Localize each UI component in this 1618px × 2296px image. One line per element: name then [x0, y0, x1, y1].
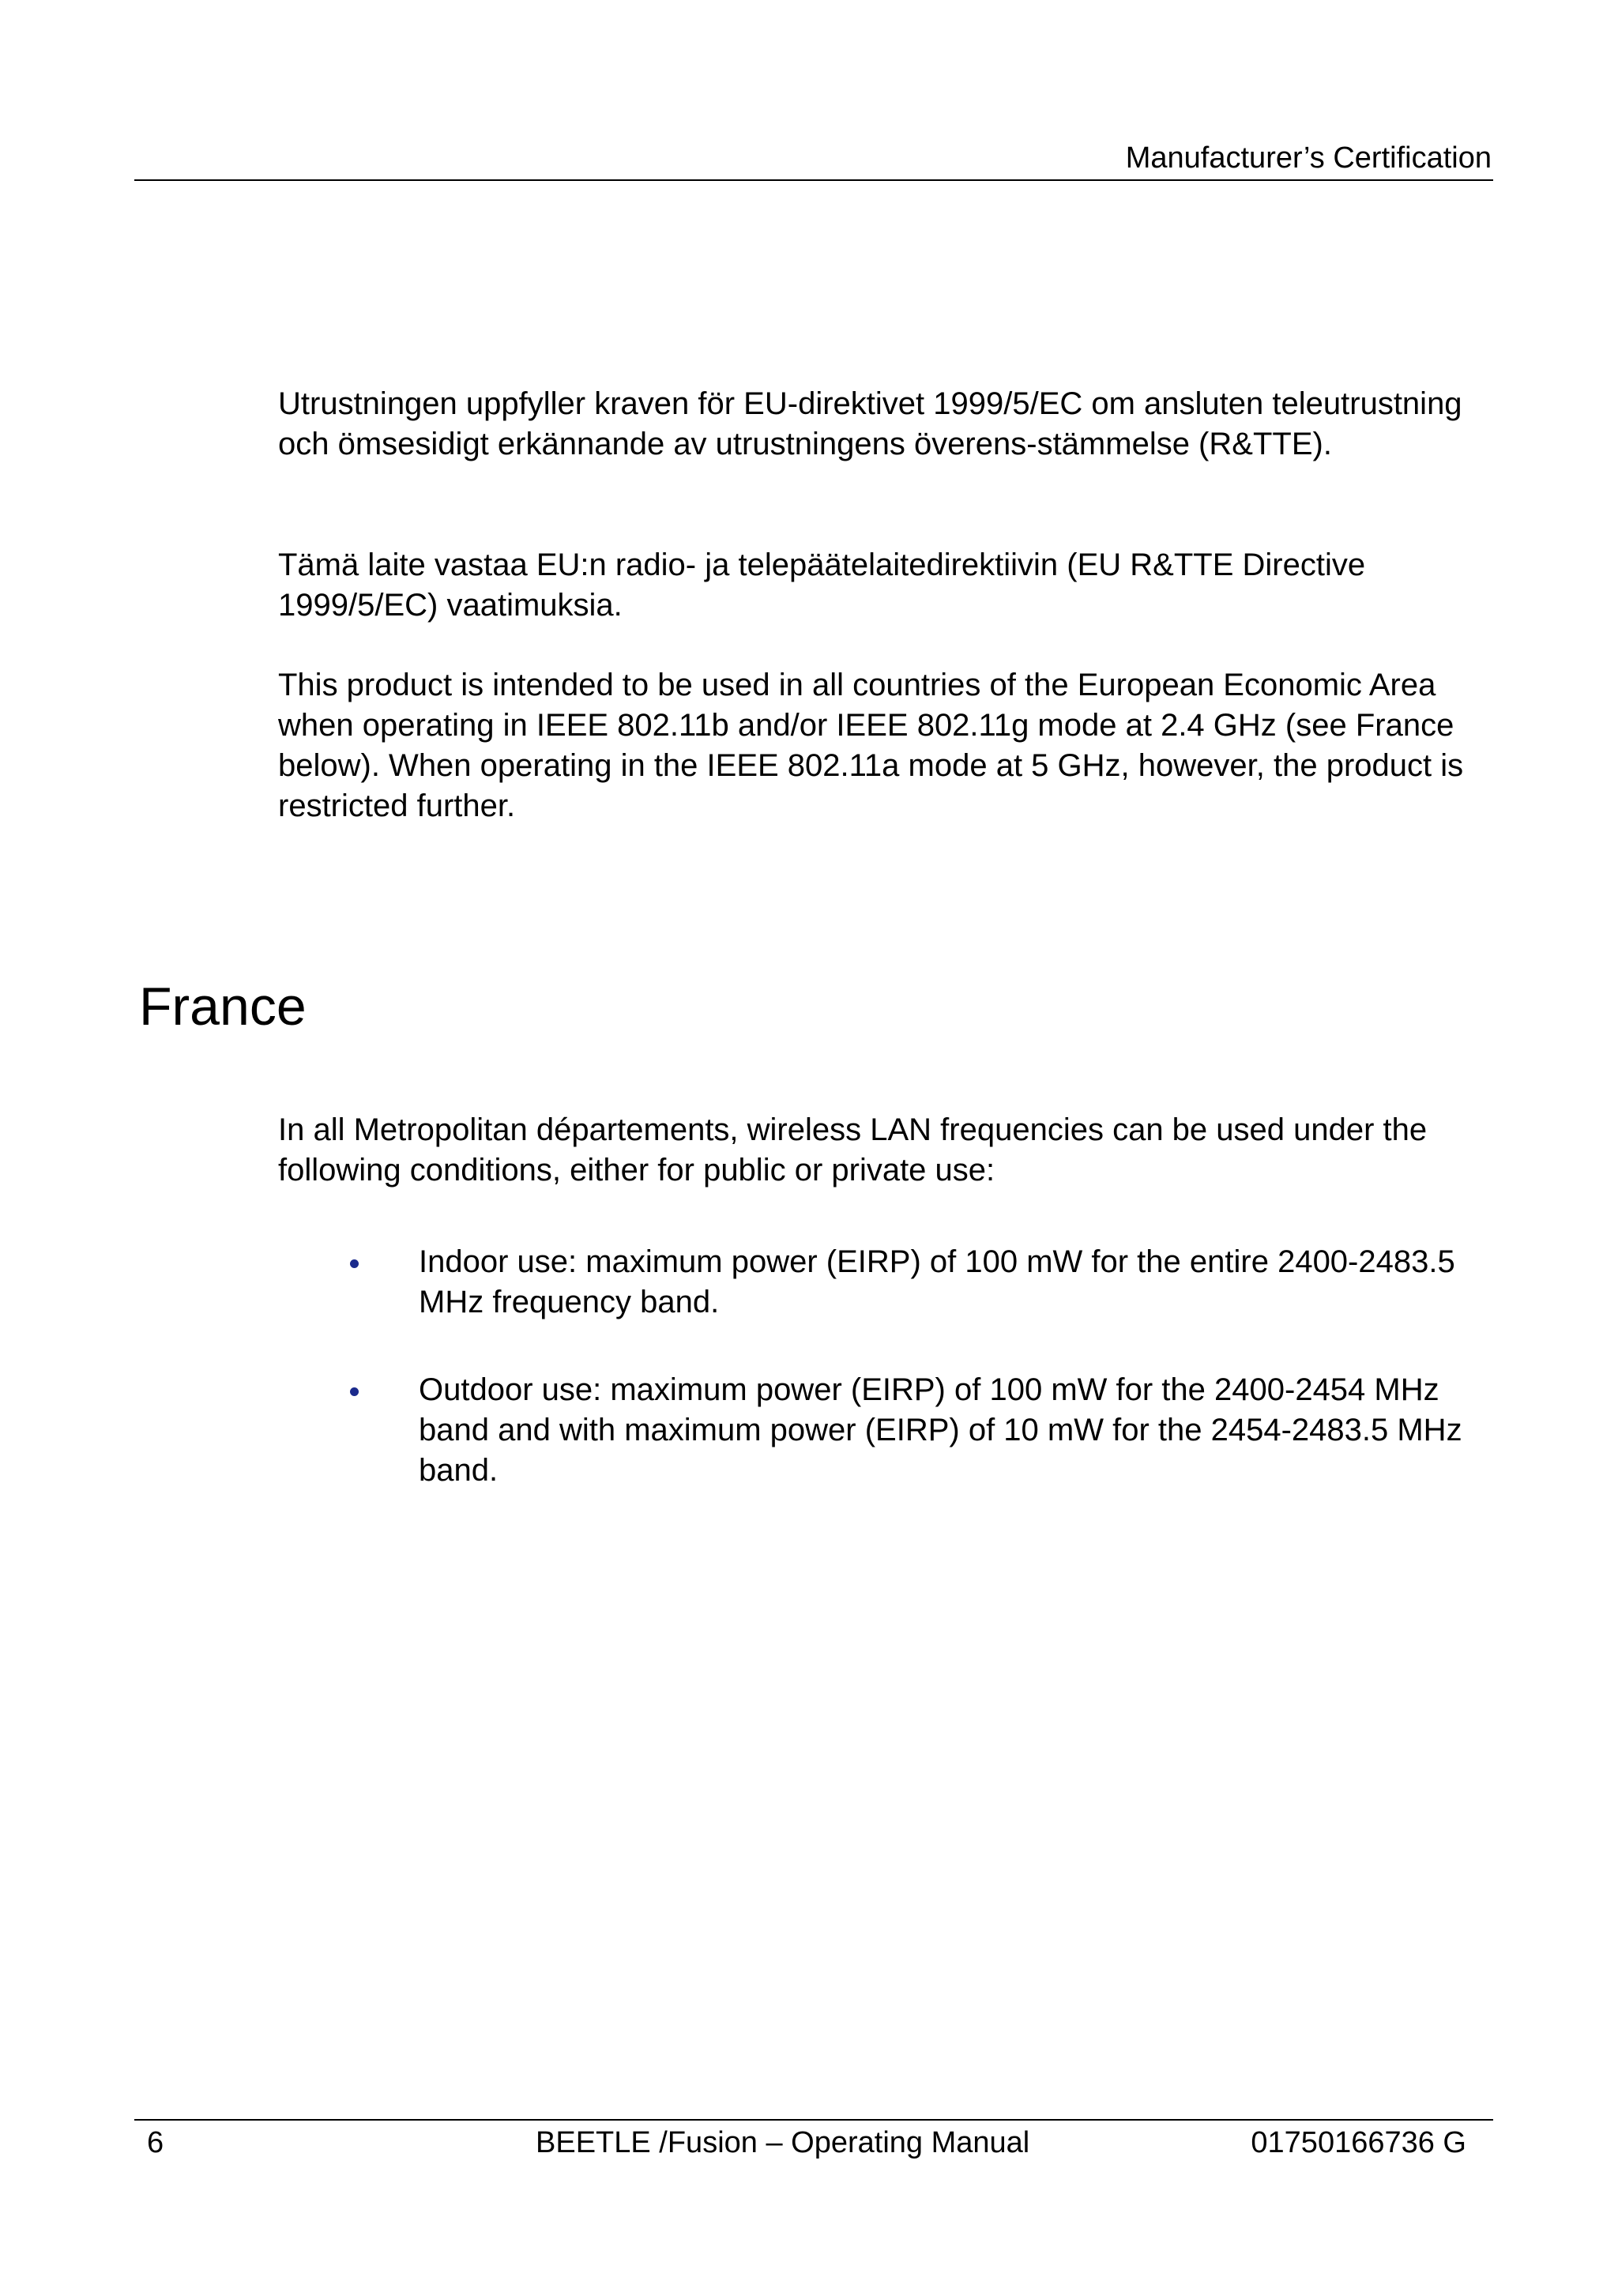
paragraph-swedish-text: Utrustningen uppfyller kraven för EU-direktivet 1999/5/EC om ansluten teleutrustning och ömsesidigt erkännande av utrustningens överens-stämmelse (R&TTE).	[278, 386, 1462, 461]
running-header: Manufacturer’s Certification	[1125, 141, 1492, 175]
header-rule	[134, 179, 1493, 181]
list-item	[278, 1370, 1499, 1491]
france-intro-text: In all Metropolitan départements, wireless LAN frequencies can be used under the following conditions, either for public or private use:	[278, 1112, 1428, 1188]
paragraph-english-text: This product is intended to be used in all countries of the European Economic Area when operating in IEEE 802.11b and/or IEEE 802.11g mode at 2.4 GHz (see France below). When operating in the IEEE 802.11a mode at 5 GHz, however, the product is restricted further.	[278, 668, 1464, 823]
paragraph-swedish	[278, 384, 1499, 465]
footer-manual-title: BEETLE /Fusion – Operating Manual	[536, 2126, 1030, 2159]
bullet-text: Indoor use: maximum power (EIRP) of 100 mW for the entire 2400-2483.5 MHz frequency band.	[419, 1244, 1455, 1319]
bullet-icon	[350, 1387, 359, 1396]
footer-rule	[134, 2119, 1493, 2121]
section-heading-france: France	[139, 977, 307, 1037]
list-item	[278, 1242, 1499, 1323]
footer-document-number: 01750166736 G	[1251, 2126, 1466, 2159]
paragraph-finnish-text: Tämä laite vastaa EU:n radio- ja telepäätelaitedirektiivin (EU R&TTE Directive 1999/5/EC) vaatimuksia.	[278, 548, 1366, 623]
bullet-list-indoor	[278, 1242, 1499, 1323]
bullet-list-outdoor	[278, 1370, 1499, 1491]
paragraph-finnish	[278, 545, 1499, 626]
bullet-text: Outdoor use: maximum power (EIRP) of 100 mW for the 2400-2454 MHz band and with maximum power (EIRP) of 10 mW for the 2454-2483.5 MHz band.	[419, 1372, 1462, 1488]
france-intro	[278, 1110, 1499, 1191]
footer-page-number: 6	[147, 2126, 164, 2159]
paragraph-english	[278, 665, 1499, 826]
bullet-icon	[350, 1259, 359, 1268]
